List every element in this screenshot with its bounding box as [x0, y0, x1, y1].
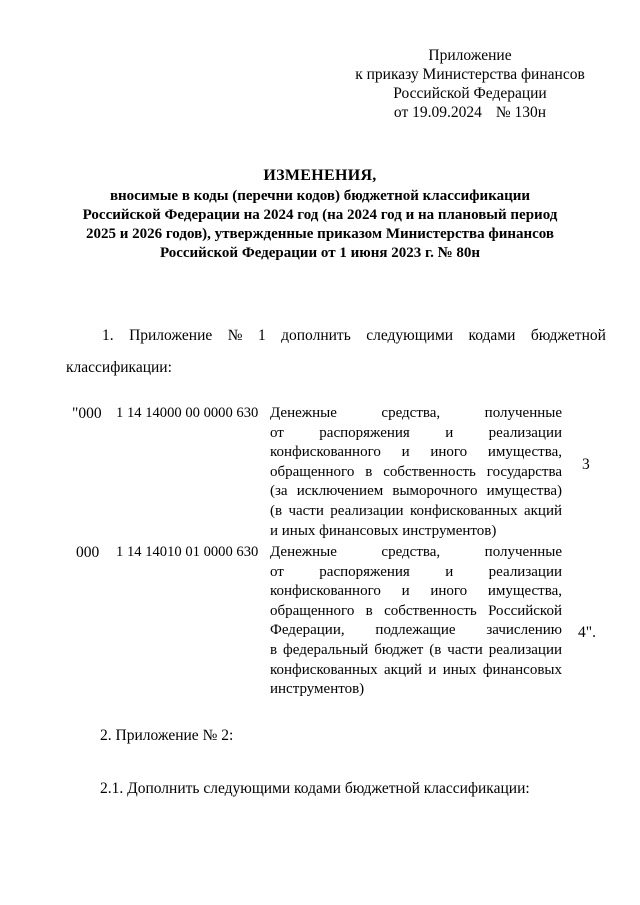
- code-description: [270, 543, 562, 700]
- description-line: и иных финансовых инструментов): [270, 522, 497, 539]
- order-date-number: [340, 103, 600, 122]
- description-line: от распоряжения и реализации: [270, 563, 562, 580]
- paragraph-2-1: 2.1. Дополнить следующими кодами бюджетной классификации:: [100, 780, 530, 797]
- description-line: (за исключением выморочного имущества): [270, 483, 562, 500]
- order-number: № 130н: [495, 104, 547, 121]
- paragraph-word: кодами: [468, 327, 516, 344]
- order-reference: к приказу Министерства финансов: [355, 66, 585, 83]
- paragraph-word: дополнить: [281, 327, 351, 344]
- paragraph-word: бюджетной: [530, 327, 606, 344]
- appendix-column-number: 4".: [578, 624, 596, 641]
- title-line: вносимые в коды (перечни кодов) бюджетной классификации: [109, 188, 531, 204]
- description-line: конфискованного и иного имущества,: [270, 583, 562, 600]
- title-line: Российской Федерации от 1 июня 2023 г. № 80н: [159, 245, 481, 261]
- appendix-header: [340, 46, 600, 122]
- budget-code: 1 14 14000 00 0000 630: [116, 405, 259, 421]
- code-description: [270, 404, 562, 541]
- title-line: Российской Федерации на 2024 год (на 2024 год и на плановый период: [82, 207, 558, 223]
- paragraph-word: 1.: [102, 327, 114, 344]
- order-date: от 19.09.2024: [393, 104, 482, 121]
- document-title: [70, 166, 570, 263]
- description-line: Федерации, подлежащие зачислению: [270, 622, 562, 639]
- admin-code: 000: [76, 544, 100, 561]
- appendix-column-number: 3: [582, 456, 590, 473]
- title-heading: ИЗМЕНЕНИЯ,: [263, 167, 377, 184]
- paragraph-word: следующими: [366, 327, 454, 344]
- paragraph-word: 1: [257, 327, 266, 344]
- paragraph-2: 2. Приложение № 2:: [100, 727, 234, 744]
- paragraph-word: №: [227, 327, 243, 344]
- title-line: 2025 и 2026 годов), утвержденные приказом Министерства финансов: [85, 226, 555, 242]
- paragraph-word: Приложение: [129, 327, 213, 344]
- ministry-federation: Российской Федерации: [393, 85, 547, 102]
- description-line: инструментов): [270, 681, 365, 698]
- admin-code: "000: [72, 405, 102, 422]
- description-line: Денежные средства, полученные: [270, 405, 562, 421]
- paragraph-1-first-line: [66, 326, 606, 345]
- description-line: обращенного в собственность Российской: [270, 602, 562, 619]
- description-line: в федеральный бюджет (в части реализации: [270, 641, 562, 658]
- description-line: обращенного в собственность государства: [270, 463, 562, 480]
- budget-code: 1 14 14010 01 0000 630: [116, 544, 259, 560]
- description-line: от распоряжения и реализации: [270, 424, 562, 441]
- description-line: Денежные средства, полученные: [270, 544, 562, 560]
- appendix-label: Приложение: [428, 47, 512, 64]
- paragraph-1: [66, 326, 606, 377]
- paragraph-1-continuation: классификации:: [66, 359, 172, 376]
- description-line: (в части реализации конфискованных акций: [270, 502, 562, 519]
- description-line: конфискованных акций и иных финансовых: [270, 661, 562, 678]
- description-line: конфискованного и иного имущества,: [270, 444, 562, 461]
